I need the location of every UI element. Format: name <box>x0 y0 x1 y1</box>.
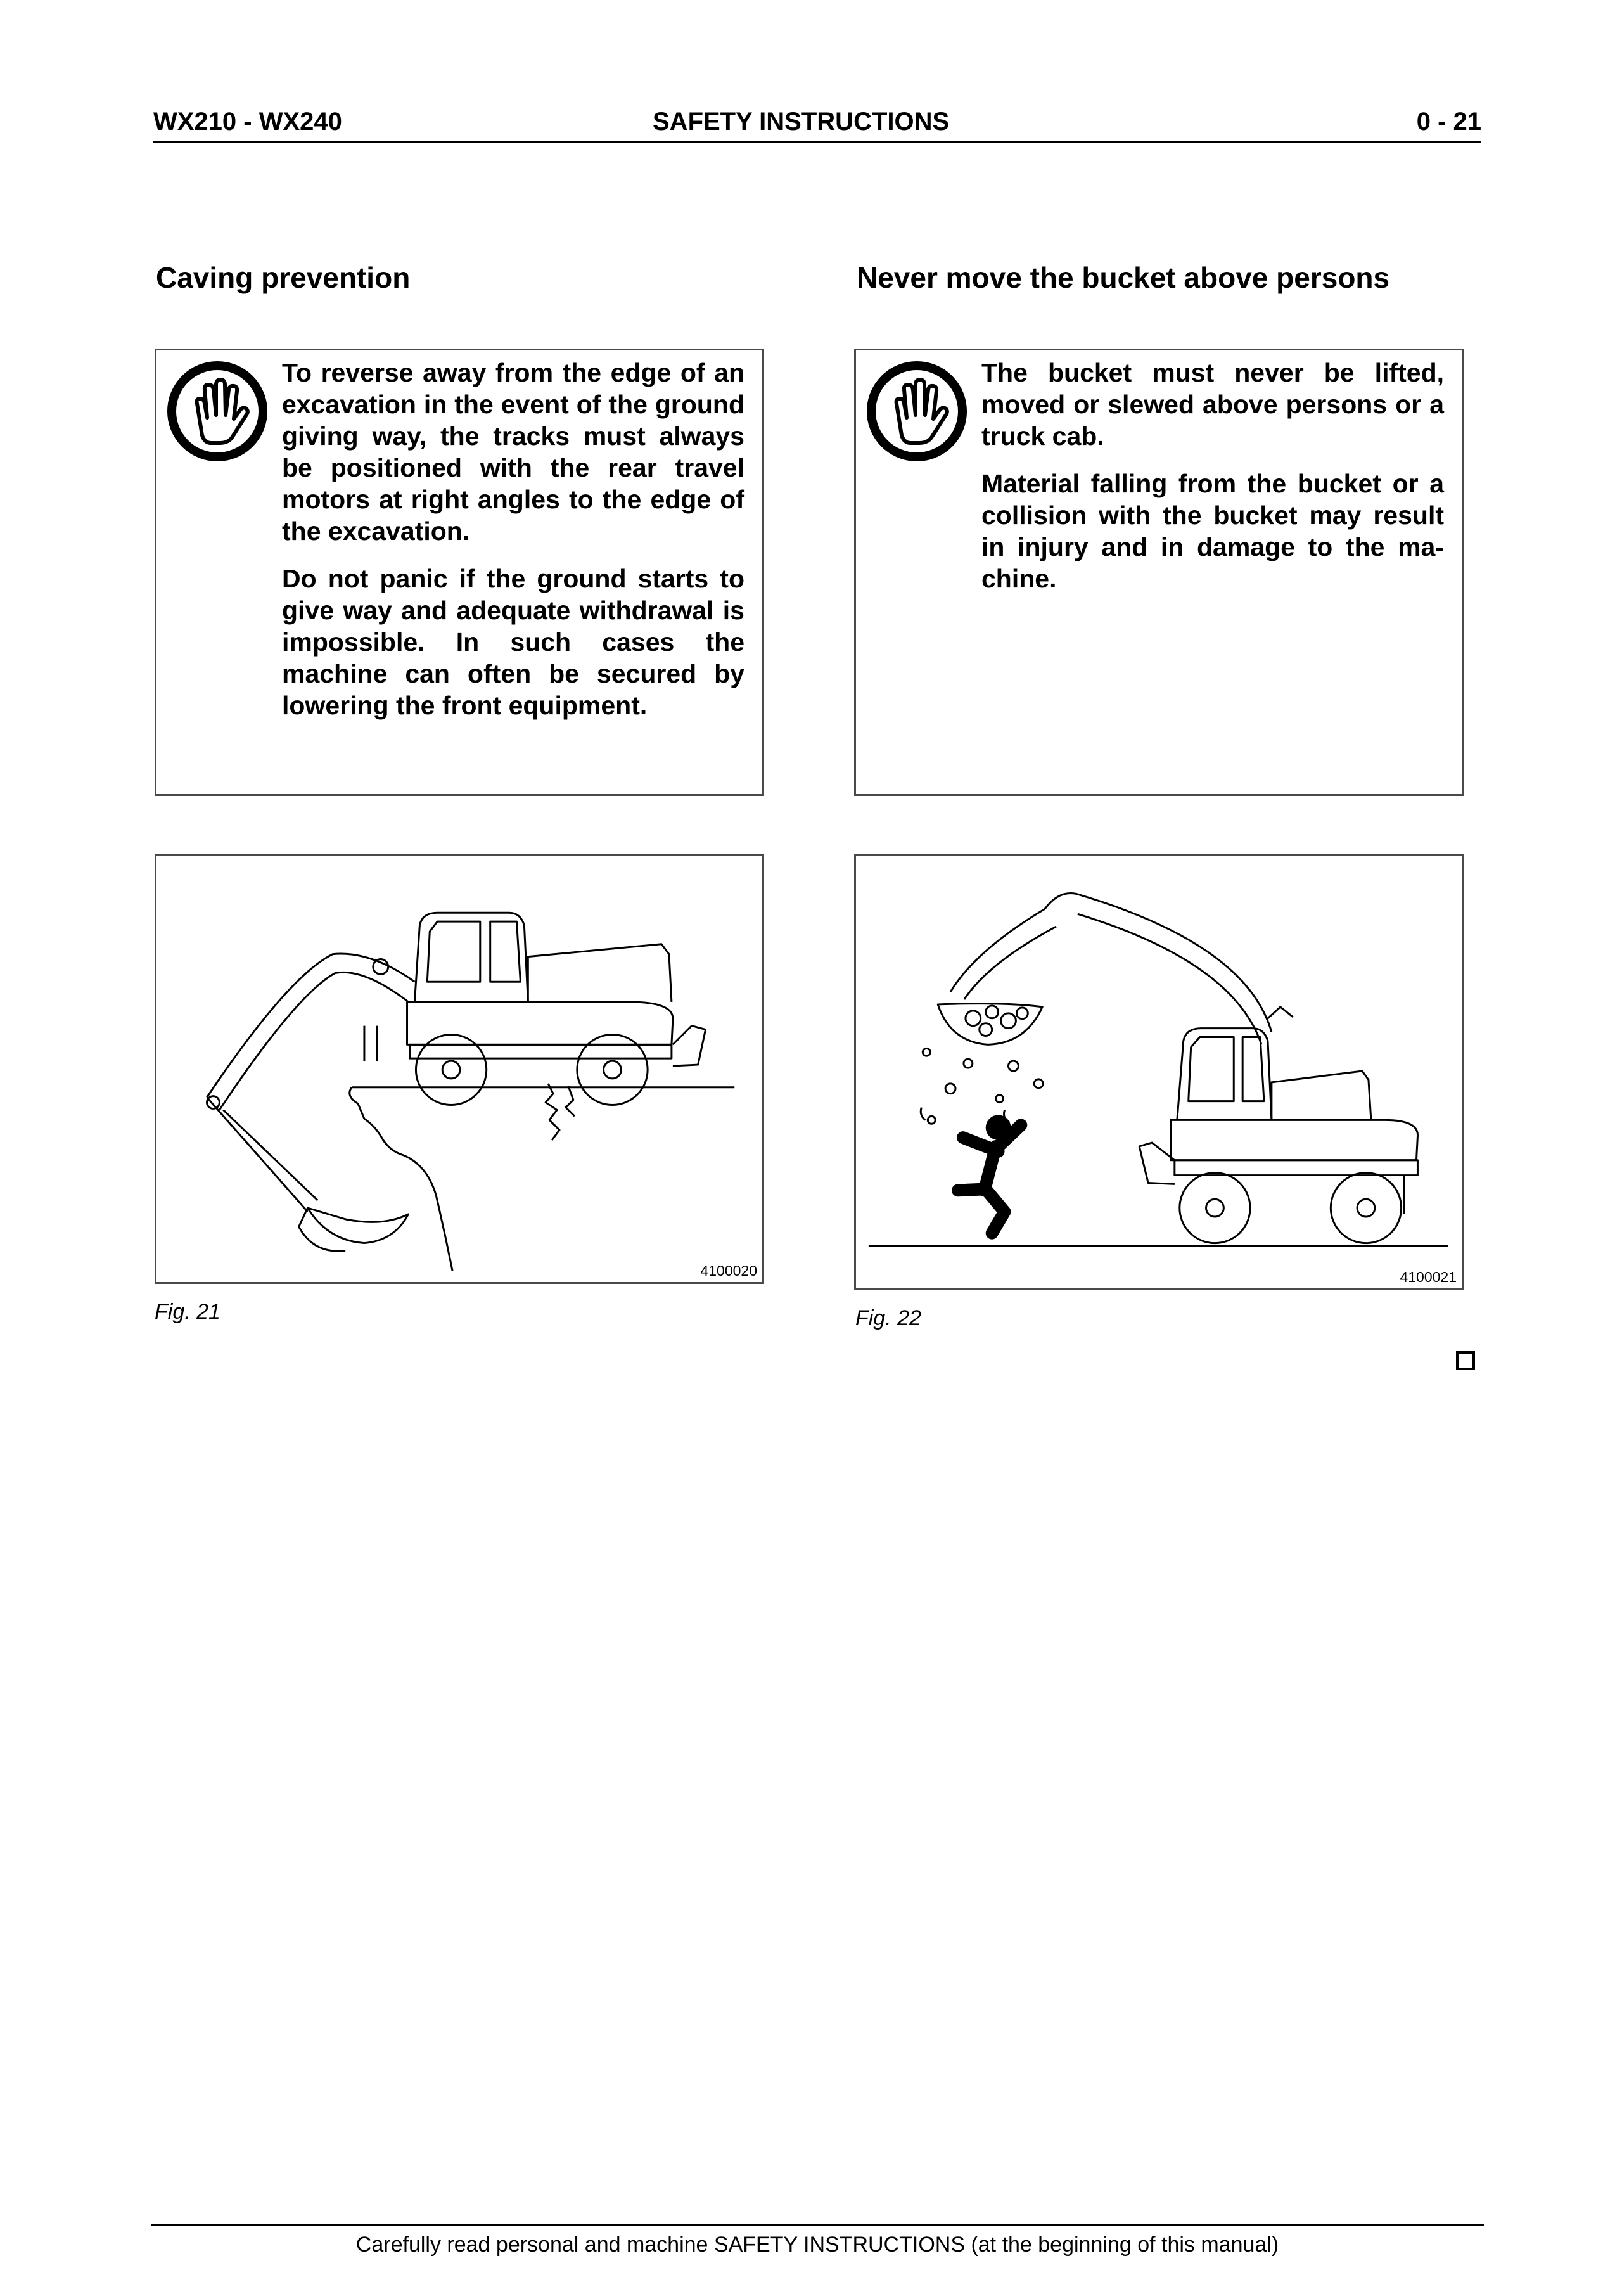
stop-hand-icon <box>865 359 969 463</box>
figure-caving-excavator <box>155 854 764 1284</box>
section-heading-bucket: Never move the bucket above persons <box>857 261 1390 294</box>
warning-paragraph: Material falling from the bucket or a collision with the bucket may result in injury and in damage to the ma-chine. <box>981 469 1444 593</box>
header-rule <box>153 141 1481 143</box>
end-of-section-square-icon <box>1456 1351 1475 1370</box>
figure-caption-21: Fig. 21 <box>155 1300 220 1324</box>
stop-hand-icon <box>165 359 269 463</box>
warning-text-caving <box>282 357 744 737</box>
warning-box-bucket <box>854 349 1464 796</box>
figure-id: 4100020 <box>700 1262 757 1279</box>
warning-text-bucket <box>981 357 1444 610</box>
header-model: WX210 - WX240 <box>153 108 342 136</box>
section-heading-caving: Caving prevention <box>156 261 411 294</box>
footer-rule <box>151 2224 1484 2226</box>
figure-id: 4100021 <box>1400 1269 1457 1285</box>
person-pictogram <box>958 1115 1021 1233</box>
warning-paragraph: The bucket must never be lifted, moved or slewed above persons or a truck cab. <box>981 358 1444 451</box>
footer-note: Carefully read personal and machine SAFETY INSTRUCTIONS (at the beginning of this manual) <box>355 2233 1279 2257</box>
figure-caption-22: Fig. 22 <box>855 1306 921 1330</box>
warning-paragraph: Do not panic if the ground starts to give way and adequate withdrawal is impossible. In such cases the machine can often be secured by lowering the front equipment. <box>282 564 744 720</box>
figure-bucket-above-person <box>854 854 1464 1290</box>
header-section-title: SAFETY INSTRUCTIONS <box>653 108 950 136</box>
excavator-at-edge-illustration <box>156 856 762 1282</box>
header-page-number: 0 - 21 <box>1416 108 1481 136</box>
warning-box-caving <box>155 349 764 796</box>
warning-paragraph: To reverse away from the edge of an excavation in the event of the ground giving way, the tracks must always be positioned with the rear travel motors at right angles to the edge of the excavation. <box>282 358 744 546</box>
bucket-over-person-illustration <box>856 856 1462 1288</box>
